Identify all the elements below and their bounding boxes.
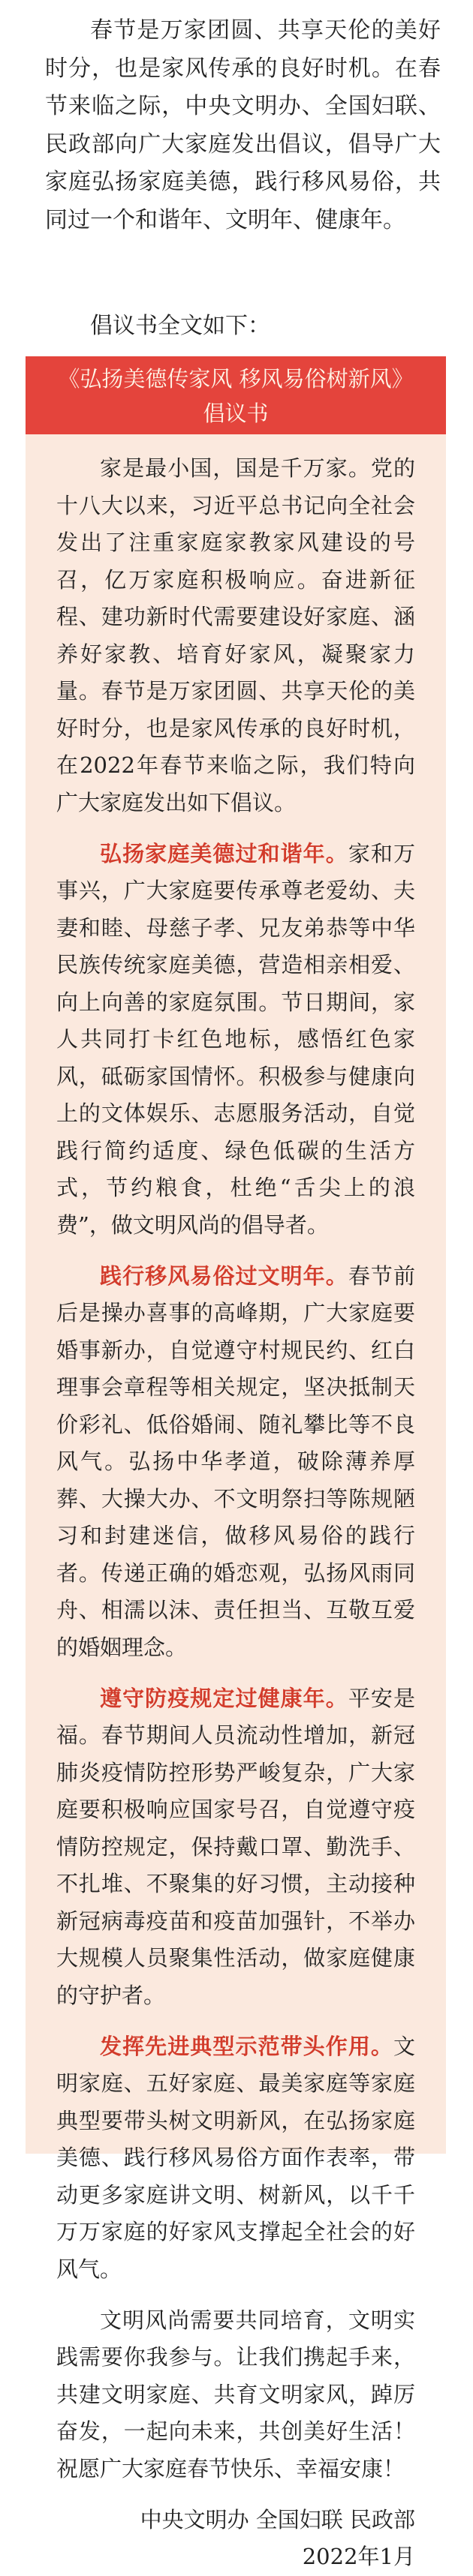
proposal-item-heading: 遵守防疫规定过健康年。 — [100, 1685, 348, 1711]
proposal-item-text: 文明家庭、五好家庭、最美家庭等家庭典型要带头树文明新风，在弘扬家庭美德、践行移风易俗方面作表率，带动更多家庭讲文明、树新风，以千千万万家庭的好家风支撑起全社会的好风气。 — [56, 2033, 415, 2282]
proposal-item-heading: 弘扬家庭美德过和谐年。 — [100, 840, 348, 866]
proposal-item-harmony — [56, 836, 415, 1244]
intro-lead-text: 倡议书全文如下： — [90, 313, 270, 339]
proposal-opening-paragraph: 家是最小国，国是千万家。党的十八大以来，习近平总书记向全社会发出了注重家庭家教家风建设的号召，亿万家庭积极响应。奋进新征程、建功新时代需要建设好家庭、涵养好家教、培育好家风，凝聚家力量。春节是万家团圆、共享天伦的美好时分，也是家风传承的良好时机，在2022年春节来临之际，我们特向广大家庭发出如下倡议。 — [56, 455, 415, 815]
signature-date: 2022年1月 — [302, 2544, 415, 2569]
proposal-title-suffix: 倡议书 — [203, 401, 269, 426]
proposal-item-models — [56, 2028, 415, 2289]
proposal-item-health — [56, 1680, 415, 2015]
proposal-item-text: 平安是福。春节期间人员流动性增加，新冠肺炎疫情防控形势严峻复杂，广大家庭要积极响应国家号召，自觉遵守疫情防控规定，保持戴口罩、勤洗手、不扎堆、不聚集的好习惯，主动接种新冠病毒疫苗和疫苗加强针，不举办大规模人员聚集性活动，做家庭健康的守护者。 — [56, 1685, 415, 2008]
proposal-closing-paragraph: 文明风尚需要共同培育，文明实践需要你我参与。让我们携起手来，共建文明家庭、共育文明家风，踔厉奋发，一起向未来，共创美好生活！祝愿广大家庭春节快乐、幸福安康！ — [56, 2307, 415, 2481]
proposal-title-banner — [26, 356, 446, 434]
proposal-item-text: 家和万事兴，广大家庭要传承尊老爱幼、夫妻和睦、母慈子孝、兄友弟恭等中华民族传统家庭美德，营造相亲相爱、向上向善的家庭氛围。节日期间，家人共同打卡红色地标，感悟红色家风，砥砺家国情怀。积极参与健康向上的文体娱乐、志愿服务活动，自觉践行简约适度、绿色低碳的生活方式，节约粮食，杜绝“舌尖上的浪费”，做文明风尚的倡导者。 — [56, 840, 415, 1238]
proposal-item-heading: 发挥先进典型示范带头作用。 — [100, 2033, 393, 2059]
proposal-item-text: 春节前后是操办喜事的高峰期，广大家庭要婚事新办，自觉遵守村规民约、红白理事会章程等相关规定，坚决抵制天价彩礼、低俗婚闹、随礼攀比等不良风气。弘扬中华孝道，破除薄养厚葬、大操大办、不文明祭扫等陈规陋习和封建迷信，做移风易俗的践行者。传递正确的婚恋观，弘扬风雨同舟、相濡以沫、责任担当、互敬互爱的婚姻理念。 — [56, 1262, 415, 1660]
proposal-item-civilized — [56, 1258, 415, 1667]
signature-organizations: 中央文明办 全国妇联 民政部 — [140, 2506, 415, 2532]
proposal-item-heading: 践行移风易俗过文明年。 — [100, 1262, 348, 1289]
proposal-title: 《弘扬美德传家风 移风易俗树新风》 — [58, 366, 414, 392]
proposal-body-panel — [26, 434, 446, 2569]
intro-paragraph: 春节是万家团圆、共享天伦的美好时分，也是家风传承的良好时机。在春节来临之际，中央文明办、全国妇联、民政部向广大家庭发出倡议，倡导广大家庭弘扬家庭美德，践行移风易俗，共同过一个和谐年、文明年、健康年。 — [45, 17, 441, 233]
